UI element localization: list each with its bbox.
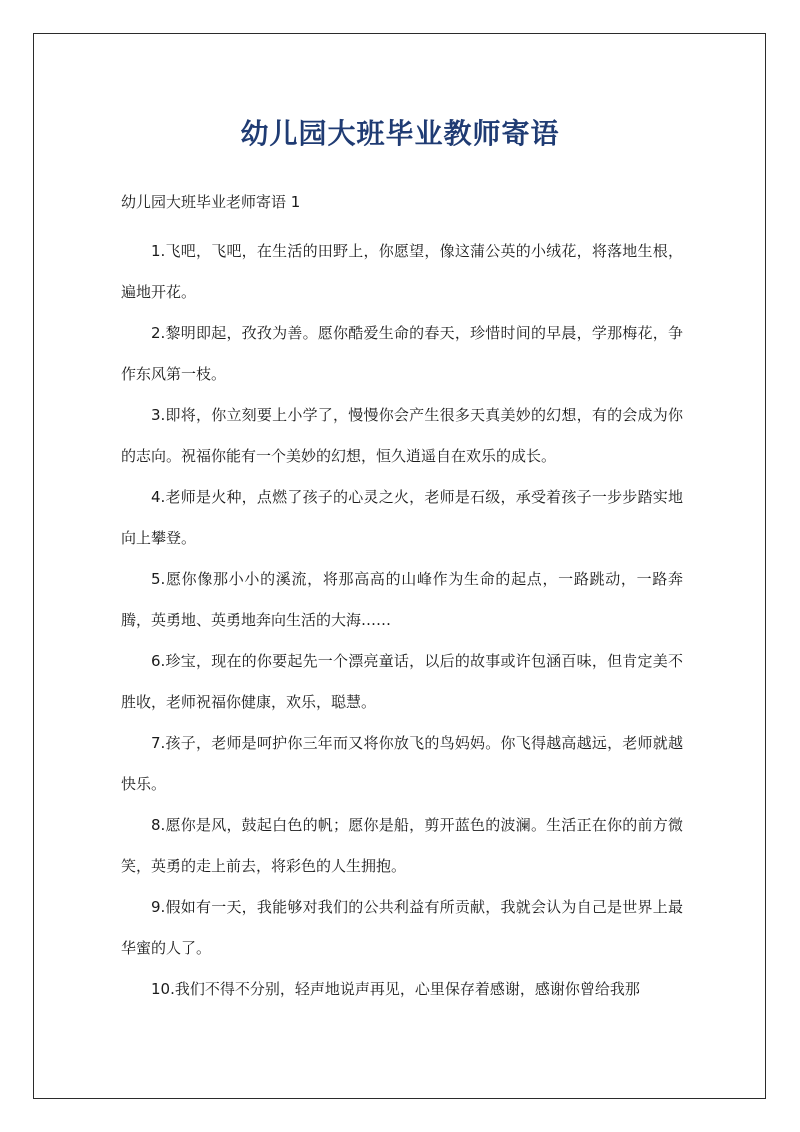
paragraph-5: 5.愿你像那小小的溪流，将那高高的山峰作为生命的起点，一路跳动，一路奔腾，英勇地、英勇地奔向生活的大海…… [121, 570, 683, 629]
paragraph-4: 4.老师是火种，点燃了孩子的心灵之火，老师是石级，承受着孩子一步步踏实地向上攀登。 [121, 488, 683, 547]
section-heading: 幼儿园大班毕业老师寄语 1 [121, 193, 301, 211]
paragraph-6: 6.珍宝，现在的你要起先一个漂亮童话，以后的故事或许包涵百味，但肯定美不胜收，老师祝福你健康，欢乐，聪慧。 [121, 652, 683, 711]
paragraph-7: 7.孩子，老师是呵护你三年而又将你放飞的鸟妈妈。你飞得越高越远，老师就越快乐。 [121, 734, 683, 793]
paragraph-2: 2.黎明即起，孜孜为善。愿你酷爱生命的春天，珍惜时间的早晨，学那梅花，争作东风第一枝。 [121, 324, 683, 383]
paragraph-1: 1.飞吧，飞吧，在生活的田野上，你愿望，像这蒲公英的小绒花，将落地生根，遍地开花。 [121, 242, 683, 301]
document-body [121, 190, 683, 1010]
paragraph-8: 8.愿你是风，鼓起白色的帆；愿你是船，剪开蓝色的波澜。生活正在你的前方微笑，英勇的走上前去，将彩色的人生拥抱。 [121, 816, 683, 875]
paragraph-10: 10.我们不得不分别，轻声地说声再见，心里保存着感谢，感谢你曾给我那 [151, 980, 640, 998]
paragraph-9: 9.假如有一天，我能够对我们的公共利益有所贡献，我就会认为自己是世界上最华蜜的人了。 [121, 898, 683, 957]
document-title: 幼儿园大班毕业教师寄语 [240, 117, 560, 150]
paragraph-3: 3.即将，你立刻要上小学了，慢慢你会产生很多天真美妙的幻想，有的会成为你的志向。祝福你能有一个美妙的幻想，恒久逍遥自在欢乐的成长。 [121, 406, 683, 465]
